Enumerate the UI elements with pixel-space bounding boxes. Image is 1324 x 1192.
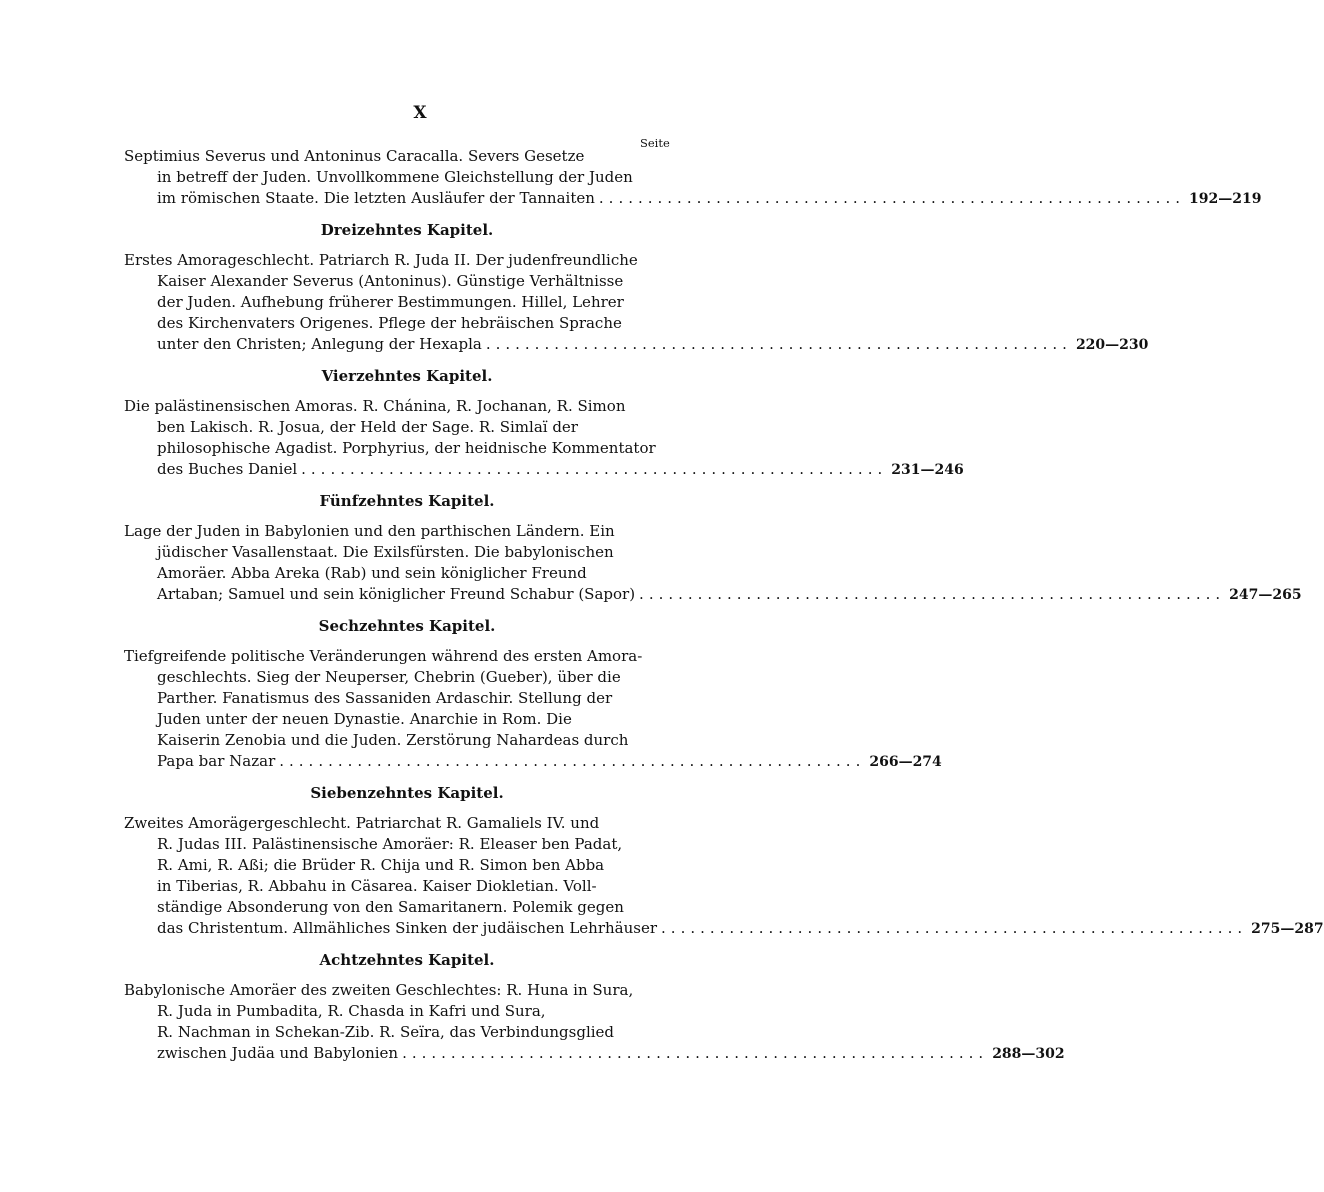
dot-leader: ............................................................ [639,585,1226,603]
entry-text-line: des Buches Daniel [157,460,298,478]
entry-text-line: R. Juda in Pumbadita, R. Chasda in Kafri und Sura, [157,1002,546,1020]
entry-text-line: Papa bar Nazar [157,752,276,770]
entry-text-line: Kaiserin Zenobia und die Juden. Zerstörung Nahardeas durch [157,731,629,749]
toc-last-line [124,188,1262,209]
dot-leader: ............................................................ [301,460,888,478]
entry-text-line: Erstes Amorageschlecht. Patriarch R. Juda II. Der judenfreundliche [124,251,638,269]
toc-last-line [124,751,942,772]
entry-text-line: Septimius Severus und Antoninus Caracalla. Severs Gesetze [124,147,585,165]
toc-last-line [124,334,1149,355]
entry-text-line: in betreff der Juden. Unvollkommene Gleichstellung der Juden [157,168,633,186]
page-range: 266—274 [869,754,942,770]
page-range: 192—219 [1189,191,1262,207]
toc-entry [124,365,964,480]
entry-text-line: Tiefgreifende politische Veränderungen während des ersten Amora- [124,647,643,665]
toc-last-line [124,918,1324,939]
entry-text-line: im römischen Staate. Die letzten Ausläufer der Tannaiten [157,189,595,207]
entry-text-line: ständige Absonderung von den Samaritanern. Polemik gegen [157,898,624,916]
page-range: 231—246 [891,462,964,478]
entry-text-line: das Christentum. Allmähliches Sinken der judäischen Lehrhäuser [157,919,658,937]
entry-text-line: Amoräer. Abba Areka (Rab) und sein königlicher Freund [157,564,587,582]
entry-text-line: zwischen Judäa und Babylonien [157,1044,399,1062]
chapter-heading: Dreizehntes Kapitel. [320,221,494,239]
entry-text-line: unter den Christen; Anlegung der Hexapla [157,335,482,353]
toc-last-line [124,584,1302,605]
chapter-heading: Achtzehntes Kapitel. [319,951,495,969]
entry-text-line: philosophische Agadist. Porphyrius, der heidnische Kommentator [157,439,656,457]
entry-text-line: Artaban; Samuel und sein königlicher Freund Schabur (Sapor) [157,585,636,603]
entry-text-line: Lage der Juden in Babylonien und den parthischen Ländern. Ein [124,522,615,540]
toc-entry [124,949,1065,1064]
entry-text-line: geschlechts. Sieg der Neuperser, Chebrin (Gueber), über die [157,668,621,686]
page-range: 275—287 [1251,921,1324,937]
entry-text-line: ben Lakisch. R. Josua, der Held der Sage. R. Simlaï der [157,418,578,436]
entry-text-line: Zweites Amorägergeschlecht. Patriarchat R. Gamaliels IV. und [124,814,600,832]
page-range: 247—265 [1229,587,1302,603]
entry-text-line: jüdischer Vasallenstaat. Die Exilsfürsten. Die babylonischen [157,543,614,561]
entry-text-line: R. Ami, R. Aßi; die Brüder R. Chija und R. Simon ben Abba [157,856,605,874]
dot-leader: ............................................................ [661,919,1248,937]
toc-entry [124,146,1262,209]
chapter-heading: Fünfzehntes Kapitel. [319,492,495,510]
entry-text-line: Parther. Fanatismus des Sassaniden Ardaschir. Stellung der [157,689,613,707]
entry-text-line: in Tiberias, R. Abbahu in Cäsarea. Kaiser Diokletian. Voll- [157,877,597,895]
entry-text-line: Kaiser Alexander Severus (Antoninus). Günstige Verhältnisse [157,272,624,290]
toc-last-line [124,459,964,480]
toc-entry [124,615,942,772]
dot-leader: ............................................................ [598,189,1185,207]
toc-entry [124,490,1302,605]
chapter-heading: Vierzehntes Kapitel. [321,367,493,385]
chapter-heading: Siebenzehntes Kapitel. [310,784,504,802]
dot-leader: ............................................................ [402,1044,989,1062]
dot-leader: ............................................................ [279,752,866,770]
entry-text-line: R. Judas III. Palästinensische Amoräer: R. Eleaser ben Padat, [157,835,623,853]
toc-entry [124,782,1324,939]
dot-leader: ............................................................ [485,335,1072,353]
chapter-heading: Sechzehntes Kapitel. [318,617,496,635]
entry-text-line: Die palästinensischen Amoras. R. Chánina, R. Jochanan, R. Simon [124,397,626,415]
entry-text-line: Juden unter der neuen Dynastie. Anarchie in Rom. Die [157,710,572,728]
entry-text-line: des Kirchenvaters Origenes. Pflege der hebräischen Sprache [157,314,622,332]
seite-label: Seite [640,136,670,150]
entry-text-line: der Juden. Aufhebung früherer Bestimmungen. Hillel, Lehrer [157,293,624,311]
toc-last-line [124,1043,1065,1064]
page-number: X [413,103,427,123]
page-range: 220—230 [1075,337,1149,353]
table-of-contents [124,146,1324,1064]
entry-text-line: Babylonische Amoräer des zweiten Geschlechtes: R. Huna in Sura, [124,981,634,999]
toc-entry [124,219,1149,355]
entry-text-line: R. Nachman in Schekan-Zib. R. Seïra, das Verbindungsglied [157,1023,615,1041]
page-range: 288—302 [992,1046,1065,1062]
